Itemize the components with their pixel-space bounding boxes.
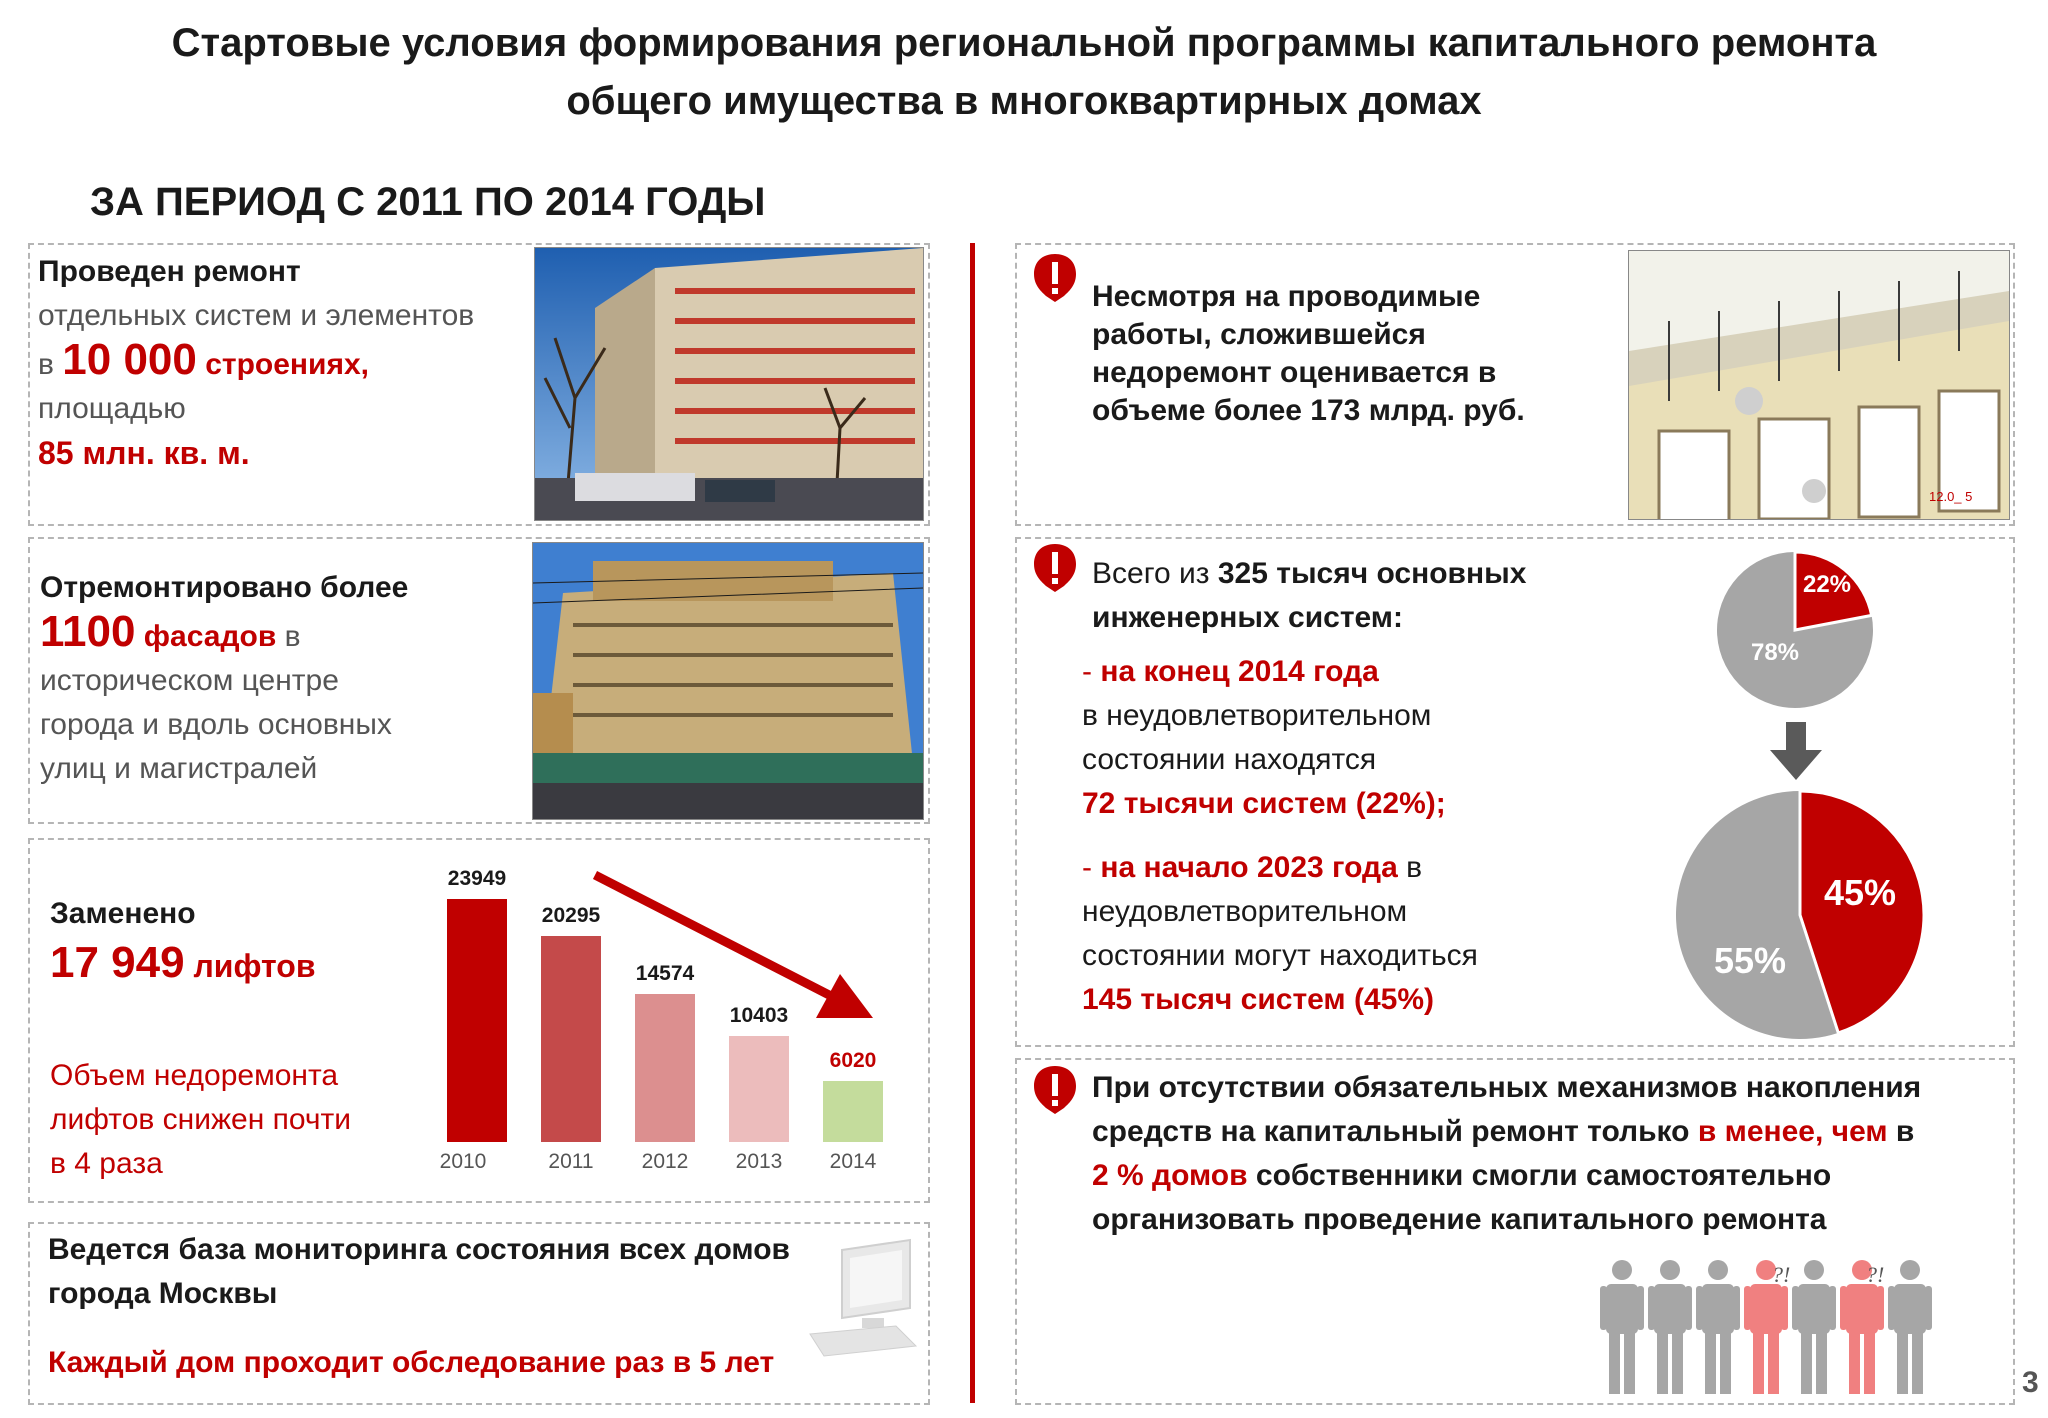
bar-value-2012: 14574 [635, 961, 695, 985]
item-2023-line-2: неудовлетворительном [1082, 895, 1408, 928]
block3-note-3: в 4 раза [50, 1147, 163, 1180]
person-icon [1888, 1258, 1932, 1398]
block2-line-3: историческом центре [40, 664, 339, 697]
item-2023-label: на начало 2023 года [1100, 851, 1398, 884]
block7-line-2a: средств на капитальный ремонт только [1092, 1115, 1698, 1148]
item-2014-line-3: состоянии находятся [1082, 743, 1377, 776]
person-icon [1648, 1258, 1692, 1398]
bar-year-2011: 2011 [548, 1150, 594, 1173]
pie-2014-gray-label: 78% [1750, 639, 1800, 666]
block3-unit: лифтов [184, 948, 316, 984]
block2-unit: фасадов [135, 620, 277, 653]
item-2014-value: 72 тысячи систем (22%); [1082, 787, 1446, 820]
center-divider [970, 243, 975, 1403]
pie-chart-2014 [1710, 545, 1880, 715]
bar-value-2013: 10403 [729, 1004, 789, 1028]
warning-icon [1032, 542, 1078, 594]
item-2014-title [1082, 650, 1446, 694]
block6-item-2014 [1082, 650, 1446, 826]
item-2014-dash: - [1082, 655, 1101, 688]
block1-line-3 [38, 335, 474, 387]
block2-in: в [276, 620, 301, 653]
bar-year-2012: 2012 [641, 1150, 689, 1173]
block4-line-1: Ведется база мониторинга состояния всех домов [48, 1233, 790, 1266]
damaged-facade-photo [1628, 250, 2010, 520]
people-icons [1600, 1258, 1940, 1398]
block7-text [1092, 1066, 1921, 1242]
computer-icon [800, 1238, 920, 1358]
block5-line-3: недоремонт оценивается в [1092, 356, 1497, 389]
block5-line-4: объеме более 173 млрд. руб. [1092, 394, 1525, 427]
block5-text [1092, 278, 1525, 430]
pie-chart-2023 [1670, 785, 1930, 1045]
block7-percent: 2 % домов [1092, 1159, 1248, 1192]
block1-line-1: Проведен ремонт [38, 255, 301, 288]
block6-total: 325 тысяч основных [1217, 557, 1527, 590]
bar-year-2014: 2014 [829, 1150, 877, 1173]
block6-line-2: инженерных систем: [1092, 601, 1403, 634]
block3-note [50, 1054, 351, 1186]
block7-line-4: организовать проведение капитального ремонта [1092, 1203, 1827, 1236]
block1-line-2: отдельных систем и элементов [38, 299, 475, 332]
block1-unit: строениях, [196, 348, 369, 381]
block5-line-2: работы, сложившейся [1092, 318, 1426, 351]
item-2023-in: в [1397, 851, 1423, 884]
block3-line-1: Заменено [50, 897, 196, 930]
person-icon [1696, 1258, 1740, 1398]
block2-line-4: города и вдоль основных [40, 708, 392, 741]
warning-icon [1032, 1064, 1078, 1116]
block3-count: 17 949 [50, 938, 185, 987]
item-2014-label: на конец 2014 года [1100, 655, 1379, 688]
block1-area: 85 млн. кв. м. [38, 435, 250, 471]
block3-text [50, 892, 316, 1000]
person-icon [1792, 1258, 1836, 1398]
bar-year-2010: 2010 [439, 1150, 487, 1173]
bar-2010 [447, 899, 507, 1142]
block4-line-2: города Москвы [48, 1277, 278, 1310]
block5-line-1: Несмотря на проводимые [1092, 280, 1481, 313]
block2-line-2 [40, 607, 408, 659]
block4-text [48, 1228, 790, 1316]
block7-line-3 [1092, 1154, 1921, 1198]
block6-line-1 [1092, 552, 1526, 596]
block2-line-1: Отремонтировано более [40, 571, 409, 604]
item-2023-dash: - [1082, 851, 1101, 884]
item-2023-value: 145 тысяч систем (45%) [1082, 983, 1434, 1016]
block2-line-5: улиц и магистралей [40, 752, 318, 785]
item-2023-line-3: состоянии могут находиться [1082, 939, 1478, 972]
bar-2014 [823, 1081, 883, 1142]
block4-survey: Каждый дом проходит обследование раз в 5 лет [48, 1346, 775, 1379]
title-line-1: Стартовые условия формирования региональной программы капитального ремонта [171, 21, 1877, 65]
block7-line-2 [1092, 1110, 1921, 1154]
person-icon [1600, 1258, 1644, 1398]
pie-2023-red-label: 45% [1823, 872, 1897, 913]
block3-line-2 [50, 936, 316, 1000]
block3-note-1: Объем недоремонта [50, 1059, 339, 1092]
building-photo-1 [534, 247, 924, 521]
bar-value-2011: 20295 [541, 903, 601, 927]
block1-count: 10 000 [62, 335, 197, 384]
block2-count: 1100 [40, 607, 136, 656]
bar-year-2013: 2013 [735, 1150, 783, 1173]
period-heading: ЗА ПЕРИОД С 2011 ПО 2014 ГОДЫ [90, 180, 766, 224]
bar-2013 [729, 1036, 789, 1142]
block7-less-than: в менее, чем [1697, 1115, 1888, 1148]
pie-2014-red-label: 22% [1802, 571, 1852, 598]
pie-2023-gray-label: 55% [1713, 940, 1787, 981]
block7-in: в [1887, 1115, 1915, 1148]
block6-prefix: Всего из [1092, 557, 1218, 590]
photo-date-stamp: 12.0_ 5 [1929, 489, 1973, 504]
bar-value-2010: 23949 [447, 866, 507, 890]
block1-text [38, 250, 474, 475]
item-2014-line-2: в неудовлетворительном [1082, 699, 1432, 732]
page-number: 3 [2022, 1366, 2039, 1399]
block1-line-4: площадью [38, 392, 186, 425]
block6-header [1092, 552, 1526, 640]
block6-item-2023 [1082, 846, 1478, 1022]
page-title [0, 14, 2048, 130]
block7-line-1: При отсутствии обязательных механизмов накопления [1092, 1071, 1922, 1104]
building-photo-2 [532, 542, 924, 820]
arrow-down-icon [1770, 722, 1822, 782]
title-line-2: общего имущества в многоквартирных домах [566, 79, 1482, 123]
block7-line-3b: собственники смогли самостоятельно [1247, 1159, 1832, 1192]
block2-text [40, 566, 408, 791]
question-mark-1: ?! [1772, 1262, 1791, 1287]
block1-prefix: в [38, 348, 63, 381]
question-mark-2: ?! [1866, 1262, 1885, 1287]
bar-value-2014: 6020 [829, 1048, 877, 1072]
warning-icon [1032, 252, 1078, 304]
block3-note-2: лифтов снижен почти [50, 1103, 352, 1136]
item-2023-title [1082, 846, 1478, 890]
trend-arrow [590, 870, 890, 1030]
